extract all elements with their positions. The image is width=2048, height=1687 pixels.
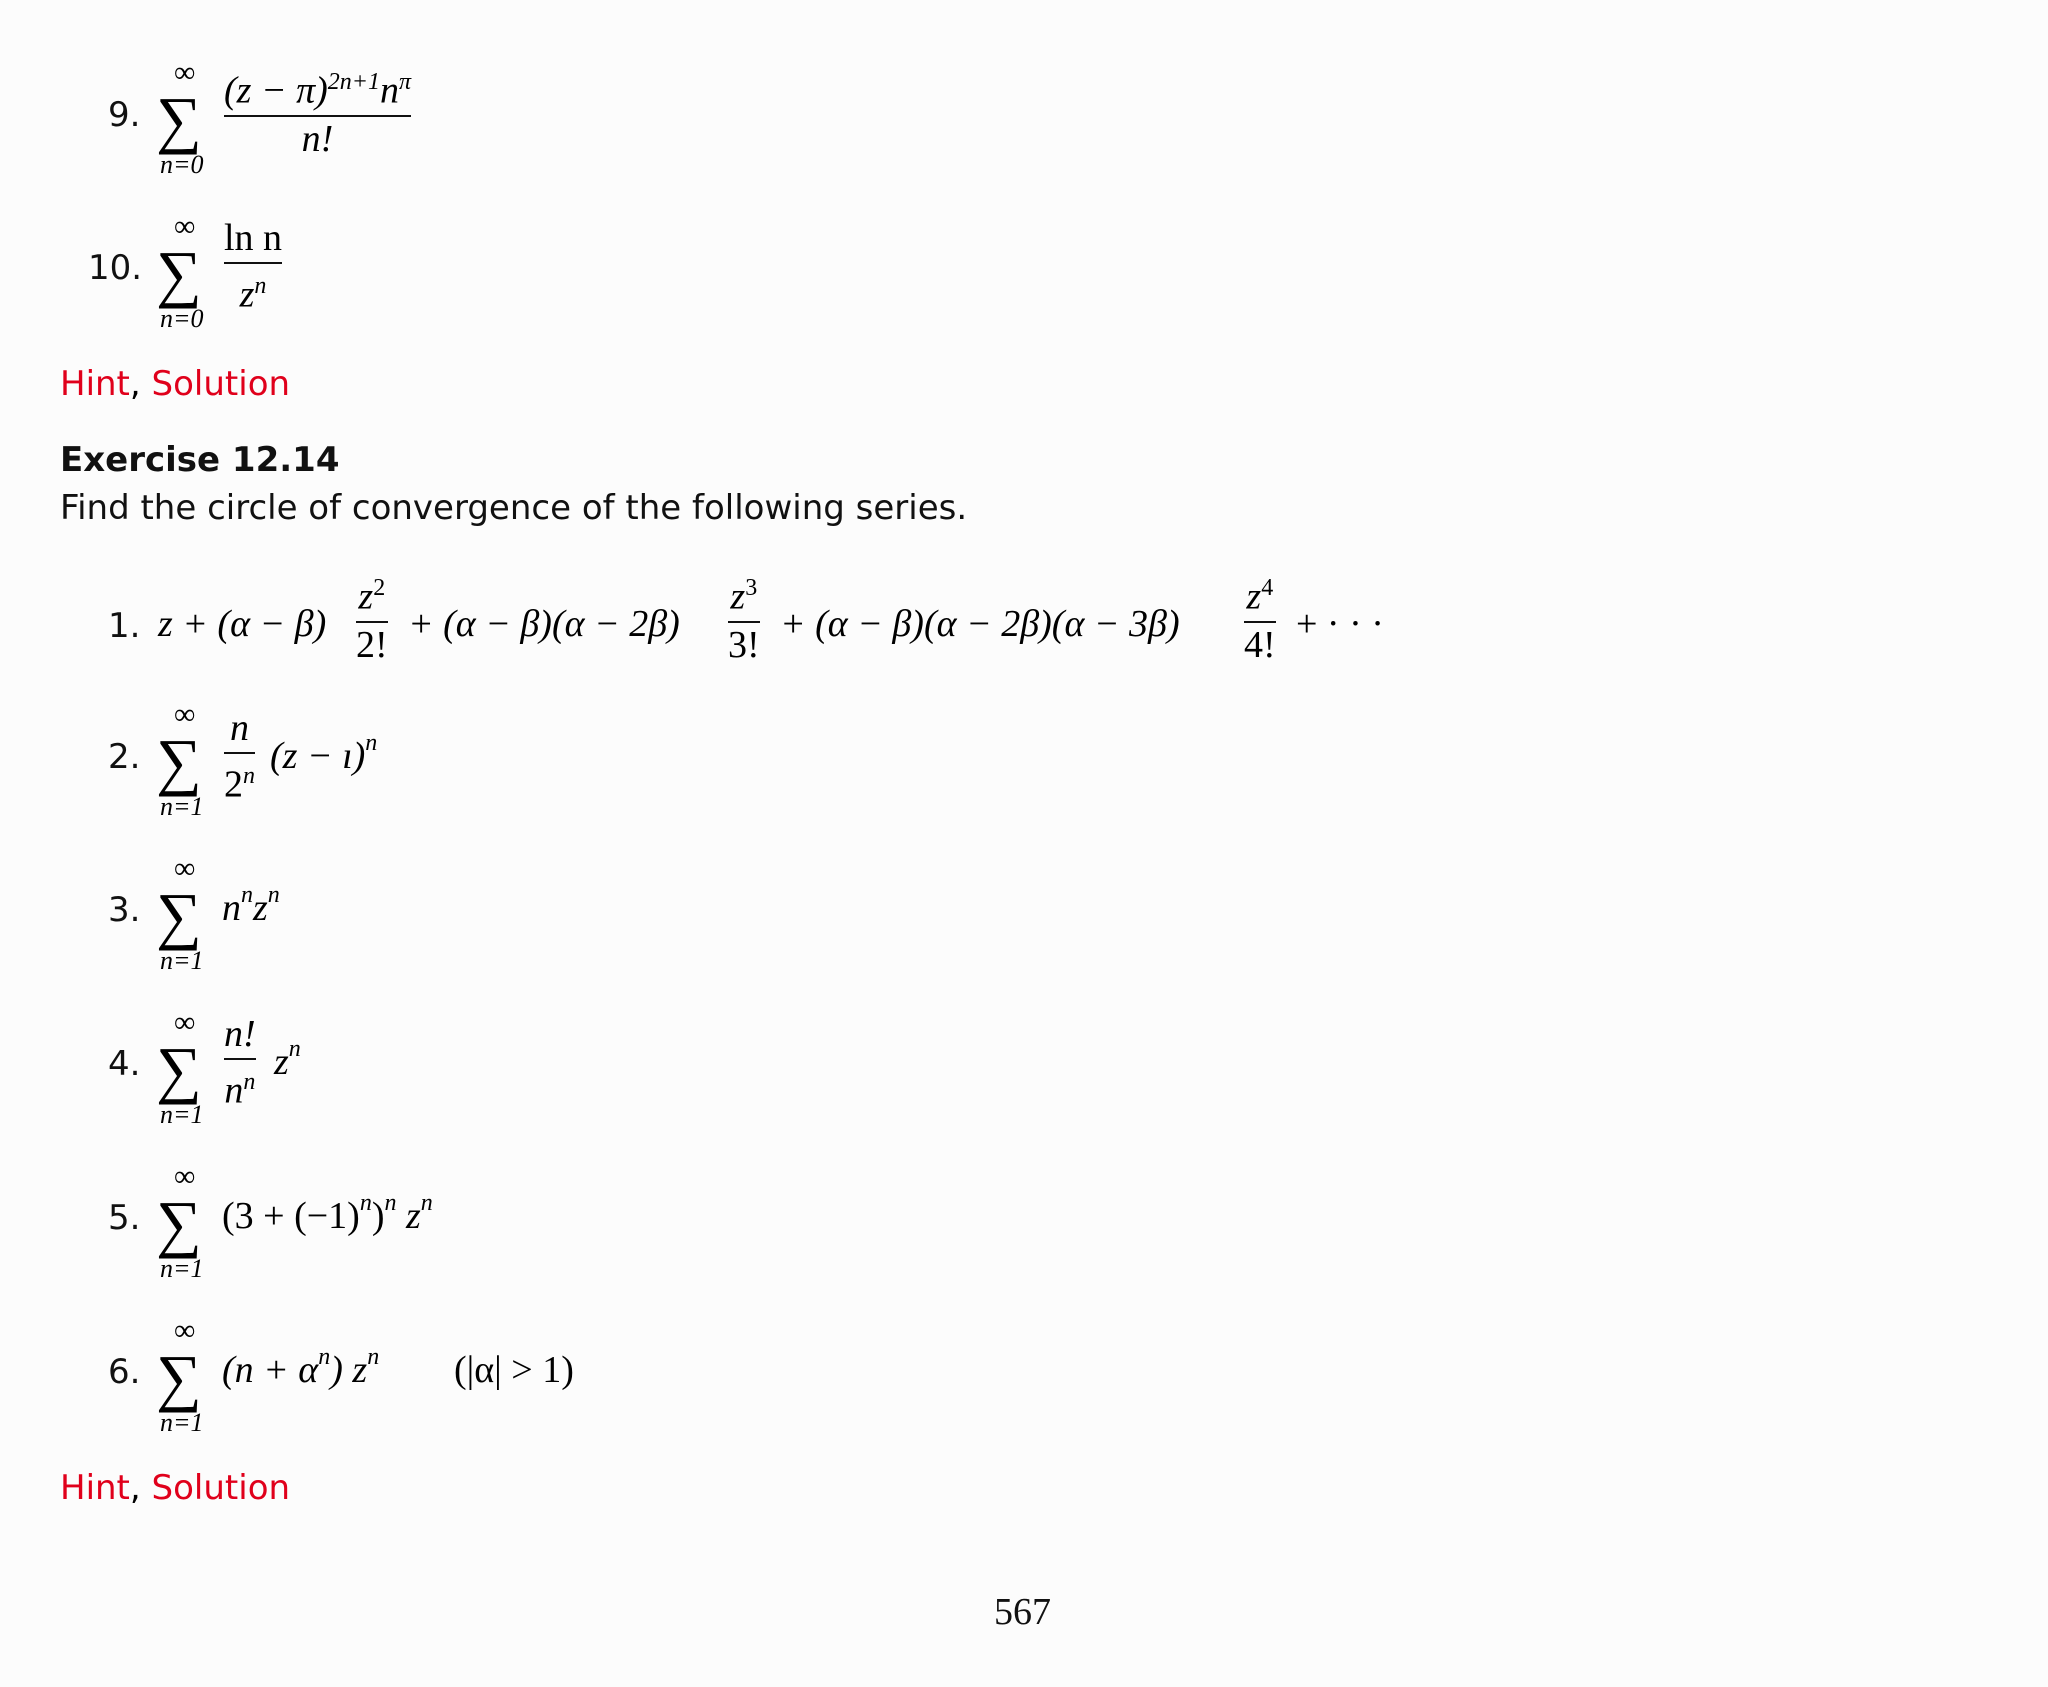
- separator: ,: [129, 364, 141, 404]
- sum-upper-limit: ∞: [174, 852, 196, 885]
- expression-term: [222, 1344, 380, 1392]
- sum-lower-limit: n=0: [160, 150, 204, 179]
- summation-sign: ∑: [156, 84, 202, 155]
- exercise-title: Exercise 12.14: [60, 440, 340, 480]
- summation-sign: ∑: [156, 880, 202, 951]
- sum-lower-limit: n=1: [160, 792, 204, 821]
- expression-term: [222, 1190, 433, 1238]
- page-number: 567: [994, 1591, 1051, 1633]
- numerator: ln n: [224, 217, 283, 259]
- numerator: z: [730, 575, 746, 618]
- base: ) z: [330, 1349, 368, 1391]
- expression-term: + (α − β)(α − 2β): [408, 603, 680, 645]
- separator: ,: [129, 1468, 141, 1508]
- exponent: n: [365, 730, 378, 756]
- exponent: 4: [1261, 575, 1274, 601]
- fraction-bar: [728, 621, 760, 623]
- tail-term: z: [274, 1041, 289, 1083]
- fraction: [224, 62, 411, 159]
- summation-sign: ∑: [156, 1034, 202, 1105]
- item-number: 9.: [108, 95, 141, 135]
- numerator: z: [1246, 575, 1262, 618]
- hint-link[interactable]: Hint: [60, 364, 130, 404]
- exponent: n: [367, 1344, 380, 1370]
- exponent: n: [384, 1190, 397, 1216]
- item-number: 6.: [108, 1352, 141, 1392]
- exponent: n: [241, 882, 253, 908]
- denominator: 2!: [356, 623, 388, 666]
- sum-lower-limit: n=1: [160, 1100, 204, 1129]
- exponent: n: [288, 1036, 301, 1062]
- hint-solution-links: [60, 1468, 290, 1508]
- sum-lower-limit: n=1: [160, 1254, 204, 1283]
- condition: (|α| > 1): [454, 1349, 574, 1391]
- sum-upper-limit: ∞: [174, 210, 196, 243]
- numerator: z: [358, 575, 374, 618]
- item-number: 2.: [108, 737, 141, 777]
- numerator: (z − π): [224, 69, 328, 112]
- base: z: [253, 887, 268, 929]
- denominator: 4!: [1244, 623, 1276, 666]
- denominator: n: [224, 1069, 244, 1112]
- denominator: n!: [301, 117, 334, 160]
- sum-upper-limit: ∞: [174, 1314, 196, 1347]
- exponent: n: [420, 1190, 433, 1216]
- item-number: 5.: [108, 1198, 141, 1238]
- expression-term: [222, 882, 280, 930]
- exponent: n: [318, 1344, 331, 1370]
- hint-solution-links: [60, 364, 290, 404]
- fraction-bar: [224, 1058, 256, 1060]
- item-number: 1.: [108, 606, 141, 646]
- solution-link[interactable]: Solution: [151, 1468, 291, 1508]
- summation-sign: ∑: [156, 1342, 202, 1413]
- sum-lower-limit: n=1: [160, 1408, 204, 1437]
- item-number: 4.: [108, 1044, 141, 1084]
- base: z: [396, 1195, 421, 1237]
- item-number: 3.: [108, 890, 141, 930]
- exponent: 3: [745, 575, 758, 601]
- sum-upper-limit: ∞: [174, 1160, 196, 1193]
- summation-sign: ∑: [156, 726, 202, 797]
- expression-term: z + (α − β): [158, 603, 327, 645]
- exponent: 2: [373, 575, 386, 601]
- numerator: n!: [224, 1013, 256, 1055]
- sum-upper-limit: ∞: [174, 698, 196, 731]
- exponent: n: [254, 273, 267, 299]
- fraction-bar: [356, 621, 388, 623]
- fraction: [356, 568, 388, 665]
- fraction-bar: [224, 752, 255, 754]
- numerator: n: [230, 707, 249, 749]
- tail-term: (z − ı): [270, 735, 366, 777]
- item-number: 10.: [88, 248, 143, 288]
- exponent: 2n+1: [327, 69, 380, 95]
- exponent: n: [243, 763, 255, 789]
- sum-lower-limit: n=0: [160, 304, 204, 333]
- denominator: z: [239, 273, 255, 316]
- hint-link[interactable]: Hint: [60, 1468, 130, 1508]
- sum-upper-limit: ∞: [174, 1006, 196, 1039]
- fraction: [728, 568, 760, 665]
- sum-upper-limit: ∞: [174, 56, 196, 89]
- denominator: 2: [224, 763, 243, 806]
- exponent: n: [243, 1069, 256, 1095]
- base: n: [222, 887, 241, 929]
- base: (3 + (−1): [222, 1195, 360, 1237]
- expression-term: + · · ·: [1296, 603, 1384, 645]
- fraction: [1244, 568, 1276, 665]
- fraction: [224, 708, 255, 805]
- summation-sign: ∑: [156, 238, 202, 309]
- numerator-tail: n: [379, 69, 399, 112]
- exponent: n: [359, 1190, 372, 1216]
- fraction: [224, 1014, 256, 1111]
- fraction-bar: [224, 262, 282, 264]
- expression-term: [274, 1036, 301, 1084]
- exercise-prompt: Find the circle of convergence of the following series.: [60, 488, 968, 528]
- denominator: 3!: [728, 623, 760, 666]
- sum-lower-limit: n=1: [160, 946, 204, 975]
- expression-term: + (α − β)(α − 2β)(α − 3β): [780, 603, 1180, 645]
- summation-sign: ∑: [156, 1188, 202, 1259]
- fraction-bar: [1244, 621, 1276, 623]
- solution-link[interactable]: Solution: [151, 364, 291, 404]
- base: (n + α: [222, 1349, 319, 1391]
- expression-term: [270, 730, 378, 778]
- fraction: [224, 218, 282, 315]
- fraction-bar: [224, 115, 411, 117]
- exponent: n: [267, 882, 280, 908]
- exponent: π: [398, 69, 412, 95]
- base: ): [371, 1195, 385, 1237]
